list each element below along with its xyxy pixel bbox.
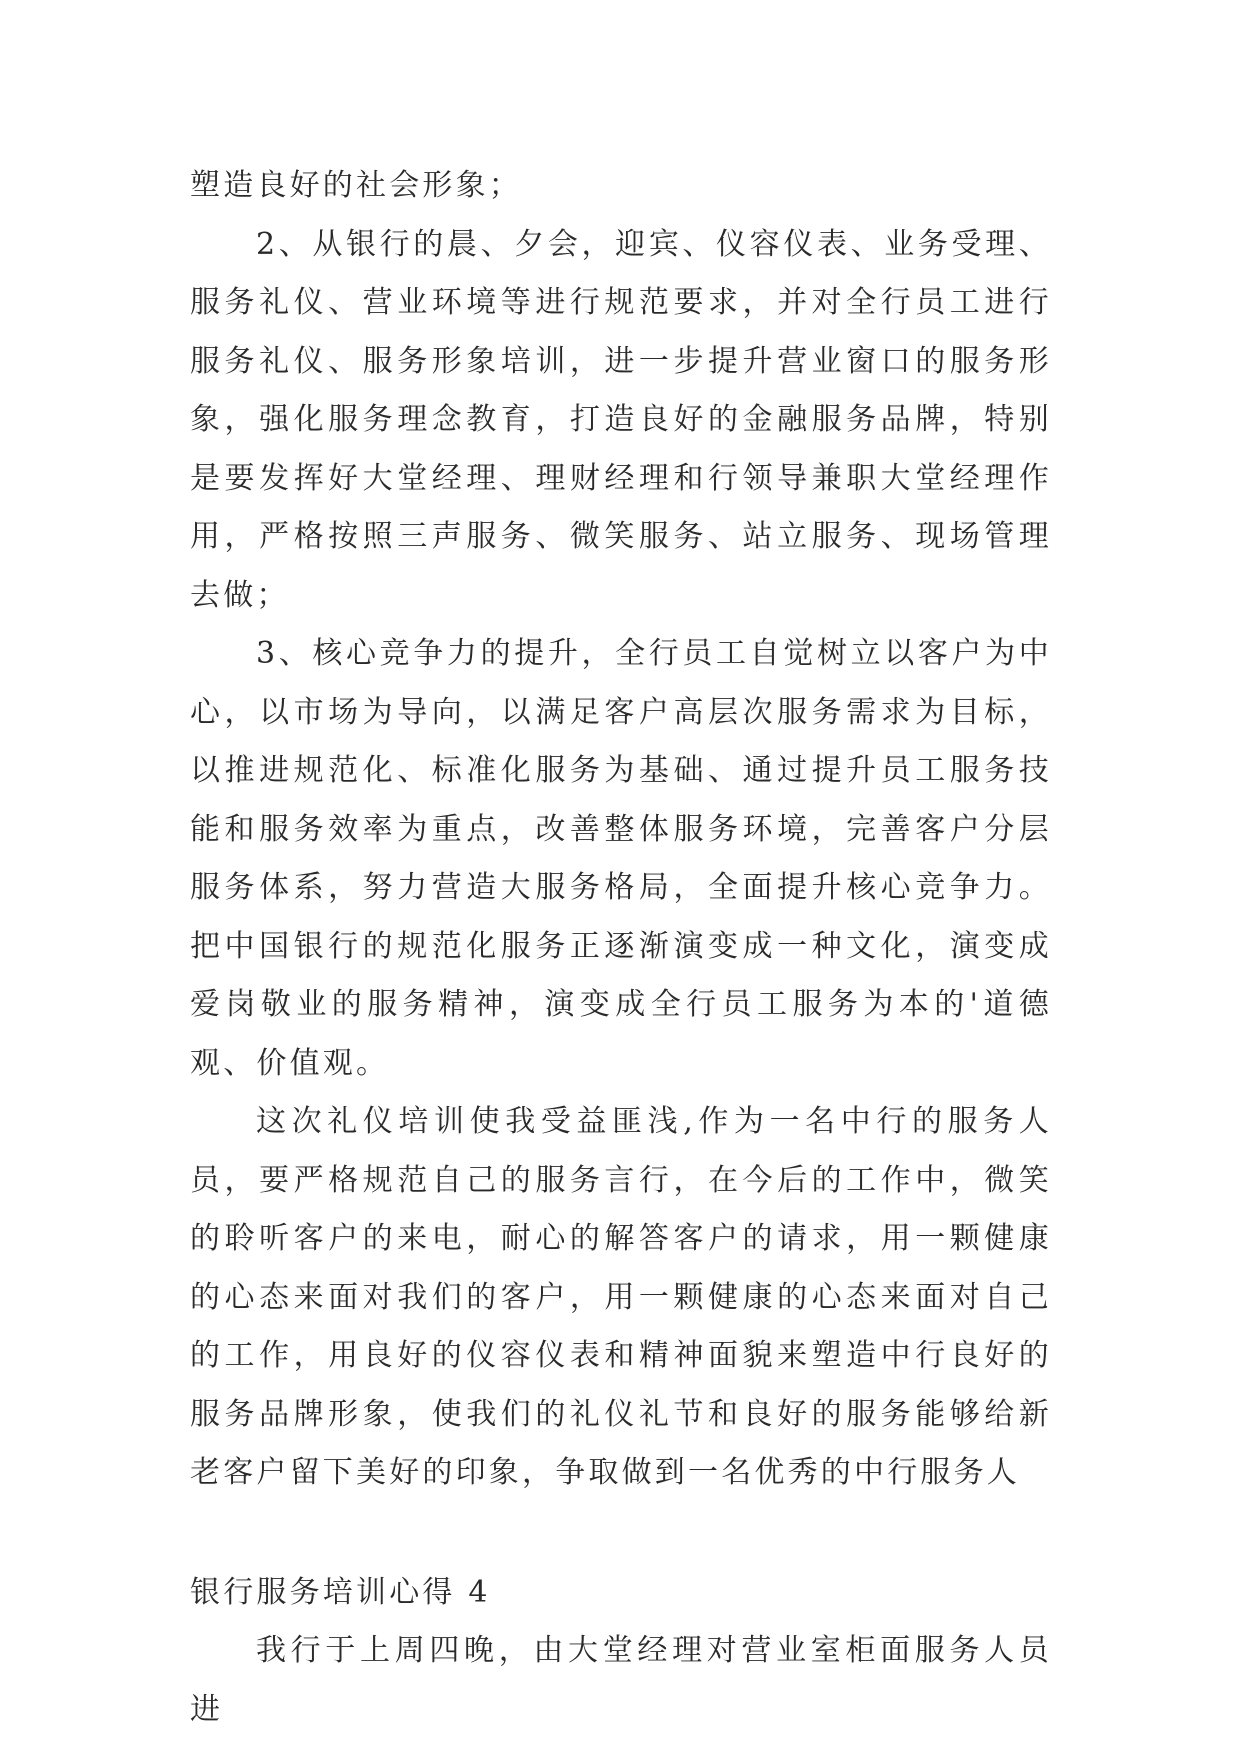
paragraph-item-3: 3、核心竞争力的提升，全行员工自觉树立以客户为中心，以市场为导向，以满足客户高层次服务需求为目标，以推进规范化、标准化服务为基础、通过提升员工服务技能和服务效率为重点，改善整体服务环境，完善客户分层服务体系，努力营造大服务格局，全面提升核心竞争力。把中国银行的规范化服务正逐渐演变成一种文化，演变成爱岗敬业的服务精神，演变成全行员工服务为本的'道德观、价值观。 (190, 636, 1052, 1081)
section-first-paragraph: 我行于上周四晚，由大堂经理对营业室柜面服务人员进 (190, 1633, 1052, 1727)
paragraph-item-2: 2、从银行的晨、夕会，迎宾、仪容仪表、业务受理、服务礼仪、营业环境等进行规范要求，并对全行员工进行服务礼仪、服务形象培训，进一步提升营业窗口的服务形象，强化服务理念教育，打造良好的金融服务品牌，特别是要发挥好大堂经理、理财经理和行领导兼职大堂经理作用，严格按照三声服务、微笑服务、站立服务、现场管理去做； (190, 226, 1052, 613)
paragraph-conclusion: 这次礼仪培训使我受益匪浅,作为一名中行的服务人员，要严格规范自己的服务言行，在今后的工作中，微笑的聆听客户的来电，耐心的解答客户的请求，用一颗健康的心态来面对我们的客户，用一颗健康的心态来面对自己的工作，用良好的仪容仪表和精神面貌来塑造中行良好的服务品牌形象，使我们的礼仪礼节和良好的服务能够给新老客户留下美好的印象，争取做到一名优秀的中行服务人 (190, 1104, 1052, 1490)
paragraph-continuation: 塑造良好的社会形象； (190, 168, 522, 203)
section-heading: 银行服务培训心得 4 (190, 1574, 491, 1610)
document-body (190, 157, 1052, 1739)
